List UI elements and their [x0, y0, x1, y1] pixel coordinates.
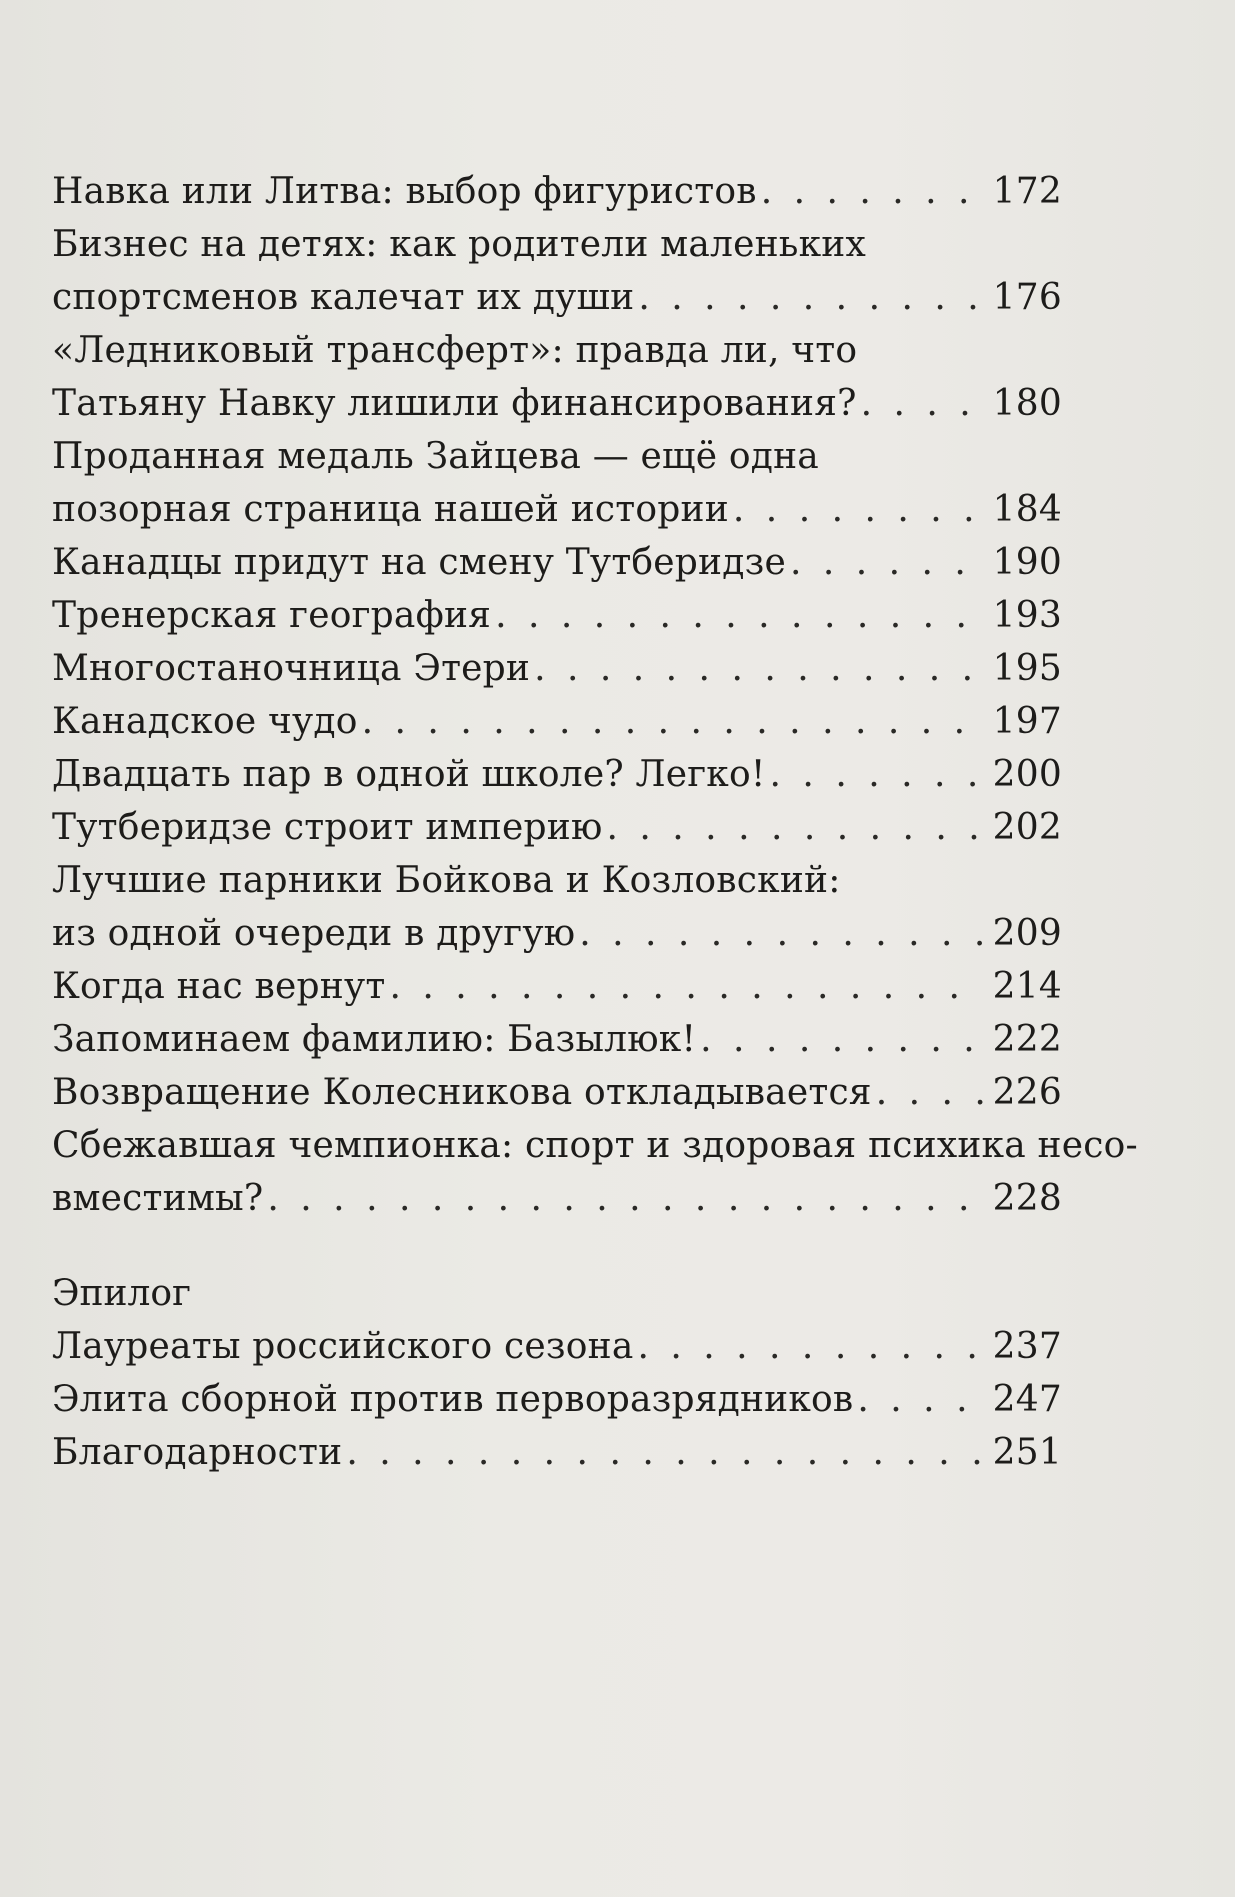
toc-leader-dots	[362, 695, 983, 748]
toc-entry	[52, 218, 1062, 324]
toc-entry-title: Многостаночница Этери	[52, 648, 531, 689]
toc-entry-title: Элита сборной против перворазрядников	[52, 1379, 854, 1420]
toc-page-number: 251	[992, 1432, 1062, 1473]
toc-entry	[52, 1119, 1138, 1225]
toc-leader-dots	[534, 642, 983, 695]
toc-entry-title: из одной очереди в другую	[52, 913, 576, 954]
toc-leader-dots	[267, 1172, 982, 1225]
toc-page-number: 195	[992, 648, 1062, 689]
toc-entry	[52, 960, 1062, 1013]
toc-entry	[52, 854, 1062, 960]
toc-page-number: 176	[992, 277, 1062, 318]
toc-leader-dots	[607, 801, 983, 854]
toc-leader-dots	[770, 748, 983, 801]
toc-entry-title: Тутберидзе строит империю	[52, 807, 603, 848]
toc-leader-dots	[389, 960, 982, 1013]
toc-entry-title: Возвращение Колесникова откладывается	[52, 1072, 872, 1113]
toc-page-number: 180	[992, 383, 1062, 424]
toc-entry-title: Благодарности	[52, 1432, 343, 1473]
toc-entry	[52, 1373, 1062, 1426]
toc-leader-dots	[761, 165, 983, 218]
toc-entry-title-line: Сбежавшая чемпионка: спорт и здоровая психика несо-	[52, 1125, 1138, 1166]
toc-entry	[52, 1426, 1062, 1479]
toc-entry-title-line: Бизнес на детях: как родители маленьких	[52, 224, 867, 265]
toc-page-number: 200	[992, 754, 1062, 795]
toc-entry-title: Канадцы придут на смену Тутберидзе	[52, 542, 786, 583]
toc-entry	[52, 801, 1062, 854]
toc-entry-title: Лауреаты российского сезона	[52, 1326, 634, 1367]
toc-entry-title-line: Лучшие парники Бойкова и Козловский:	[52, 860, 841, 901]
toc-page-number: 247	[992, 1379, 1062, 1420]
toc-leader-dots	[495, 589, 983, 642]
toc-leader-dots	[579, 907, 982, 960]
toc-entry-title: спортсменов калечат их души	[52, 277, 635, 318]
toc-entry-title: вместимы?	[52, 1178, 264, 1219]
epilogue-heading: Эпилог	[52, 1273, 191, 1314]
toc-entry-title: Когда нас вернут	[52, 966, 386, 1007]
toc-entry-title: позорная страница нашей истории	[52, 489, 729, 530]
toc-page-number: 209	[992, 913, 1062, 954]
toc-leader-dots	[638, 1320, 983, 1373]
toc-entry-title: Запоминаем фамилию: Базылюк!	[52, 1019, 697, 1060]
toc-entry	[52, 642, 1062, 695]
toc-page-number: 184	[992, 489, 1062, 530]
toc-entry	[52, 748, 1062, 801]
toc-leader-dots	[733, 483, 983, 536]
toc-leader-dots	[861, 377, 983, 430]
toc-page-number: 222	[992, 1019, 1062, 1060]
toc-leader-dots	[857, 1373, 982, 1426]
toc-leader-dots	[876, 1066, 983, 1119]
toc-page-number: 228	[992, 1178, 1062, 1219]
toc-leader-dots	[700, 1013, 983, 1066]
toc-entry	[52, 1320, 1062, 1373]
toc-entry-title: Тренерская география	[52, 595, 492, 636]
toc-entry-title-line: «Ледниковый трансферт»: правда ли, что	[52, 330, 858, 371]
toc-entry-title: Двадцать пар в одной школе? Легко!	[52, 754, 766, 795]
toc-entry	[52, 165, 1062, 218]
toc-entry	[52, 536, 1062, 589]
toc-entry-title: Навка или Литва: выбор фигуристов	[52, 171, 757, 212]
toc-entry	[52, 1013, 1062, 1066]
table-of-contents	[52, 165, 1138, 1479]
toc-entry-title: Татьяну Навку лишили финансирования?	[52, 383, 857, 424]
toc-page-number: 202	[992, 807, 1062, 848]
toc-page-number: 214	[992, 966, 1062, 1007]
toc-entry-title-line: Проданная медаль Зайцева — ещё одна	[52, 436, 819, 477]
toc-page-number: 193	[992, 595, 1062, 636]
toc-entry	[52, 589, 1062, 642]
toc-page-number: 226	[992, 1072, 1062, 1113]
toc-page-number: 190	[992, 542, 1062, 583]
toc-entry	[52, 1066, 1062, 1119]
toc-entry-title: Канадское чудо	[52, 701, 358, 742]
toc-page-number: 197	[992, 701, 1062, 742]
toc-page-number: 237	[992, 1326, 1062, 1367]
toc-entry	[52, 430, 1062, 536]
toc-page-number: 172	[992, 171, 1062, 212]
toc-leader-dots	[790, 536, 983, 589]
toc-leader-dots	[638, 271, 982, 324]
toc-leader-dots	[346, 1426, 982, 1479]
toc-entry	[52, 695, 1062, 748]
toc-entry	[52, 324, 1062, 430]
